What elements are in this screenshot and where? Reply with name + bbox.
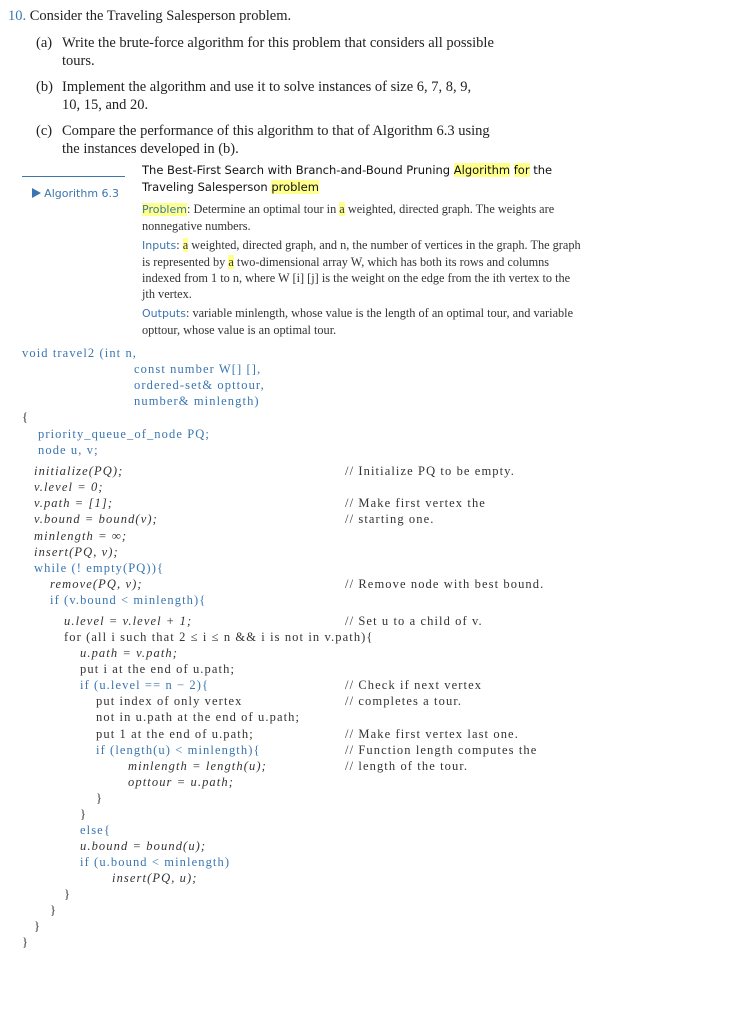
code-comment: // Set u to a child of v.: [345, 614, 483, 628]
question-part-c: [36, 122, 506, 158]
code-line: priority_queue_of_node PQ;: [38, 427, 210, 441]
question-part-b: [36, 78, 506, 114]
title-highlight: problem: [271, 180, 319, 194]
code-line: for (all i such that 2 ≤ i ≤ n && i is not in v.path){: [64, 630, 374, 644]
inputs-description: [142, 237, 582, 302]
code-line: }: [64, 887, 72, 901]
code-line: insert(PQ, u);: [112, 871, 198, 885]
problem-text: weighted, directed graph. The weights are nonnegative numbers.: [142, 202, 555, 233]
code-line: v.path = [1];: [34, 496, 114, 510]
code-line: }: [34, 919, 42, 933]
problem-highlight: a: [339, 202, 345, 216]
code-comment: // length of the tour.: [345, 759, 469, 773]
code-line: {: [22, 410, 30, 424]
code-line: }: [50, 903, 58, 917]
code-line: if (u.level == n − 2){: [80, 678, 210, 692]
code-line: node u, v;: [38, 443, 99, 457]
code-line: }: [80, 807, 88, 821]
part-text: Compare the performance of this algorithm to that of Algorithm 6.3 using the instances developed in (b).: [62, 123, 490, 157]
algorithm-rule: [22, 176, 125, 177]
code-comment: // starting one.: [345, 512, 435, 526]
code-comment: // Function length computes the: [345, 743, 538, 757]
problem-text: : Determine an optimal tour in: [186, 202, 340, 216]
code-line: void travel2 (int n,: [22, 346, 138, 360]
code-line: v.bound = bound(v);: [34, 512, 158, 526]
code-line: }: [96, 791, 104, 805]
code-line: v.level = 0;: [34, 480, 104, 494]
code-comment: // completes a tour.: [345, 694, 463, 708]
code-comment: // Make first vertex the: [345, 496, 486, 510]
title-highlight: for: [513, 163, 530, 177]
title-text: the Traveling Salesperson: [142, 163, 553, 194]
code-line: minlength = length(u);: [128, 759, 267, 773]
code-line: opttour = u.path;: [128, 775, 234, 789]
code-line: if (u.bound < minlength): [80, 855, 231, 869]
code-comment: // Check if next vertex: [345, 678, 483, 692]
code-comment: // Remove node with best bound.: [345, 577, 545, 591]
part-text: Write the brute-force algorithm for this problem that considers all possible tours.: [62, 35, 494, 69]
code-line: initialize(PQ);: [34, 464, 124, 478]
code-line: put 1 at the end of u.path;: [96, 727, 254, 741]
code-line: number& minlength): [134, 394, 260, 408]
inputs-text: weighted, directed graph, and n, the number of vertices in the graph. The graph is represented by: [142, 238, 581, 269]
question-header: [8, 7, 291, 25]
inputs-text: two-dimensional array W, which has both its rows and columns indexed from 1 to n, where W [i] [j] is the weight on the edge from the ith vertex to the jth vertex.: [142, 255, 571, 301]
part-label: (b): [36, 79, 53, 95]
title-highlight: Algorithm: [453, 163, 511, 177]
code-line: if (v.bound < minlength){: [50, 593, 207, 607]
code-line: }: [22, 935, 30, 949]
code-line: insert(PQ, v);: [34, 545, 119, 559]
code-line: put index of only vertex: [96, 694, 243, 708]
code-line: u.bound = bound(u);: [80, 839, 207, 853]
code-comment: // Initialize PQ to be empty.: [345, 464, 515, 478]
code-line: u.level = v.level + 1;: [64, 614, 193, 628]
problem-label: Problem: [142, 203, 187, 216]
algorithm-number: Algorithm 6.3: [44, 187, 120, 200]
code-line: minlength = ∞;: [34, 529, 128, 543]
code-line: while (! empty(PQ)){: [34, 561, 165, 575]
code-line: if (length(u) < minlength){: [96, 743, 261, 757]
code-line: ordered-set& opttour,: [134, 378, 265, 392]
code-line: not in u.path at the end of u.path;: [96, 710, 301, 724]
outputs-text: : variable minlength, whose value is the length of an optimal tour, and variable opttour, whose value is an optimal tour.: [142, 306, 574, 337]
part-text: Implement the algorithm and use it to solve instances of size 6, 7, 8, 9, 10, 15, and 20.: [62, 79, 472, 113]
question-stem: Consider the Traveling Salesperson problem.: [29, 8, 292, 24]
code-line: const number W[] [],: [134, 362, 262, 376]
part-label: (c): [36, 123, 53, 139]
code-line: remove(PQ, v);: [50, 577, 143, 591]
inputs-highlight: a: [182, 238, 189, 252]
inputs-label: Inputs: [142, 239, 177, 252]
algorithm-label: [22, 163, 119, 201]
inputs-text: :: [176, 238, 183, 252]
outputs-description: [142, 305, 582, 338]
right-triangle-icon: [32, 188, 41, 198]
problem-description: [142, 201, 582, 234]
code-line: u.path = v.path;: [80, 646, 179, 660]
title-text: The Best-First Search with Branch-and-Bound Pruning: [142, 163, 454, 177]
question-number: 10.: [8, 8, 27, 24]
code-line: else{: [80, 823, 111, 837]
question-part-a: [36, 34, 506, 70]
code-line: put i at the end of u.path;: [80, 662, 236, 676]
algorithm-title: [142, 162, 582, 196]
outputs-label: Outputs: [142, 307, 186, 320]
inputs-highlight: a: [228, 255, 234, 269]
code-comment: // Make first vertex last one.: [345, 727, 519, 741]
part-label: (a): [36, 35, 53, 51]
